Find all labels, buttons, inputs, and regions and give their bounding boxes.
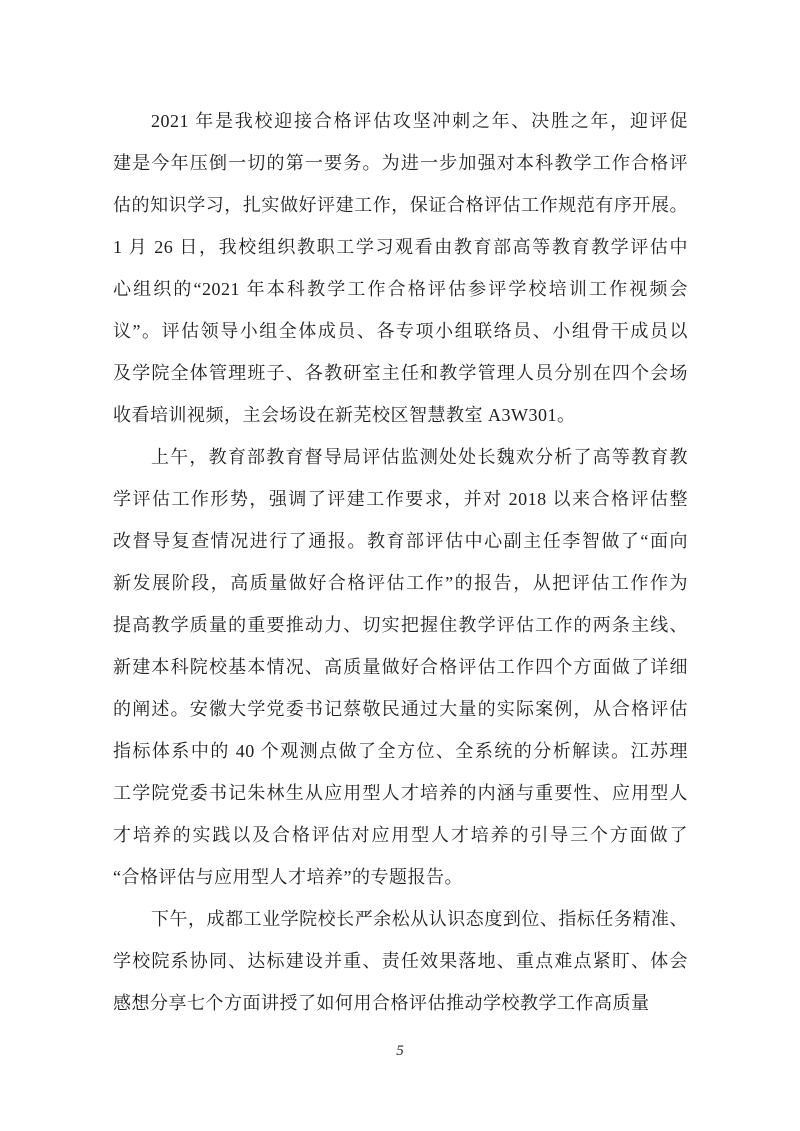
text-line: 才培养的实践以及合格评估对应用型人才培养的引导三个方面做了 xyxy=(113,825,688,845)
text-line: “合格评估与应用型人才培养”的专题报告。 xyxy=(113,867,463,887)
text-line: 1 月 26 日，我校组织教职工学习观看由教育部高等教育教学评估中 xyxy=(113,237,688,257)
text-line: 提高教学质量的重要推动力、切实把握住教学评估工作的两条主线、 xyxy=(113,615,688,635)
text-line: 下午，成都工业学院校长严余松从认识态度到位、指标任务精准、 xyxy=(151,909,688,929)
text-line: 估的知识学习，扎实做好评建工作，保证合格评估工作规范有序开展。 xyxy=(113,195,688,215)
paragraph-1 xyxy=(113,100,688,436)
text-line: 工学院党委书记朱林生从应用型人才培养的内涵与重要性、应用型人 xyxy=(113,783,688,803)
text-line: 改督导复查情况进行了通报。教育部评估中心副主任李智做了“面向 xyxy=(113,531,688,551)
text-line: 新发展阶段，高质量做好合格评估工作”的报告，从把评估工作作为 xyxy=(113,573,688,593)
text-line: 2021 年是我校迎接合格评估攻坚冲刺之年、决胜之年，迎评促 xyxy=(151,111,688,131)
page-number: 5 xyxy=(396,1043,404,1059)
text-line: 议”。评估领导小组全体成员、各专项小组联络员、小组骨干成员以 xyxy=(113,321,688,341)
text-line: 收看培训视频，主会场设在新芜校区智慧教室 A3W301。 xyxy=(113,405,576,425)
document-body xyxy=(113,100,688,1024)
text-line: 上午，教育部教育督导局评估监测处处长魏欢分析了高等教育教 xyxy=(151,447,688,467)
text-line: 指标体系中的 40 个观测点做了全方位、全系统的分析解读。江苏理 xyxy=(113,741,688,761)
text-line: 心组织的“2021 年本科教学工作合格评估参评学校培训工作视频会 xyxy=(113,279,688,299)
text-line: 及学院全体管理班子、各教研室主任和教学管理人员分别在四个会场 xyxy=(113,363,688,383)
paragraph-3 xyxy=(113,898,688,1024)
text-line: 感想分享七个方面讲授了如何用合格评估推动学校教学工作高质量 xyxy=(113,993,650,1013)
text-line: 学评估工作形势，强调了评建工作要求，并对 2018 以来合格评估整 xyxy=(113,489,688,509)
text-line: 的阐述。安徽大学党委书记蔡敬民通过大量的实际案例，从合格评估 xyxy=(113,699,688,719)
text-line: 学校院系协同、达标建设并重、责任效果落地、重点难点紧盯、体会 xyxy=(113,951,688,971)
text-line: 建是今年压倒一切的第一要务。为进一步加强对本科教学工作合格评 xyxy=(113,153,688,173)
paragraph-2 xyxy=(113,436,688,898)
text-line: 新建本科院校基本情况、高质量做好合格评估工作四个方面做了详细 xyxy=(113,657,688,677)
